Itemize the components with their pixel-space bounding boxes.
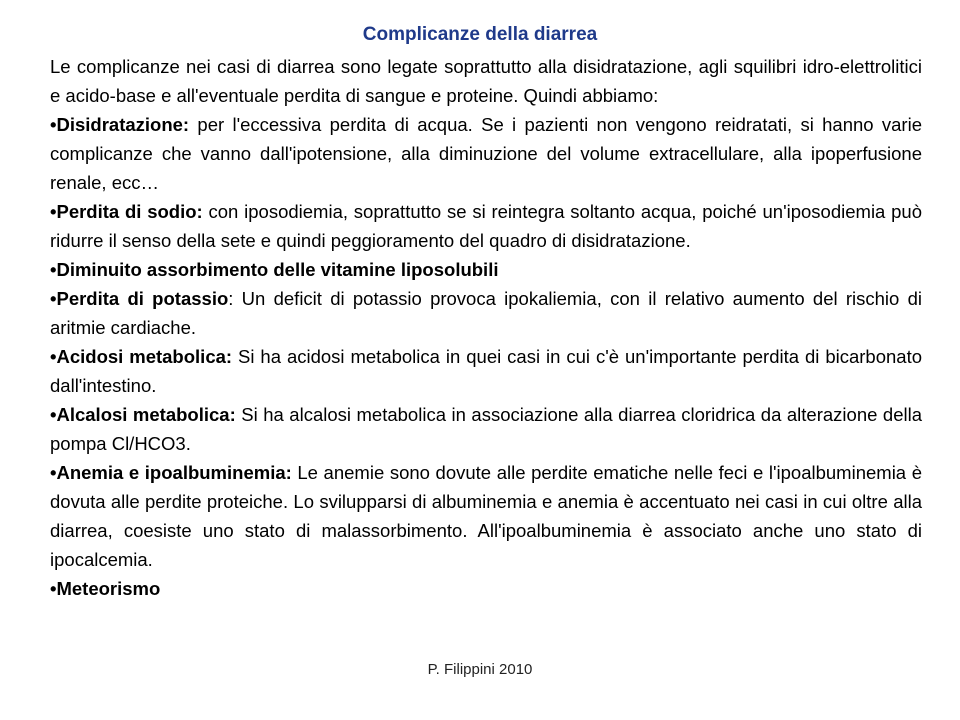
slide-footer: P. Filippini 2010	[427, 661, 533, 678]
list-item-term: •Acidosi metabolica:	[50, 346, 233, 367]
list-item-text: con iposodiemia, soprattutto se si reintegra soltanto acqua, poiché un'iposodiemia può ridurre il senso della sete e quindi peggioramento del quadro di disidratazione.	[50, 201, 922, 251]
list-item-term: •Diminuito assorbimento delle vitamine liposolubili	[50, 259, 499, 280]
list-item-text: : Un deficit di potassio provoca ipokaliemia, con il relativo aumento del rischio di aritmie cardiache.	[50, 288, 923, 338]
list-item-meteorismo	[50, 574, 922, 603]
list-item-disidratazione	[50, 110, 922, 197]
list-item-acidosi	[50, 342, 922, 400]
slide-title: Complicanze della diarrea	[362, 24, 598, 45]
list-item-text: Le anemie sono dovute alle perdite ematiche nelle feci e l'ipoalbuminemia è dovuta alle perdite proteiche. Lo svilupparsi di albuminemia e anemia è accentuato nei casi in cui oltre alla diarrea, coesiste uno stato di malassorbimento. All'ipoalbuminemia è associato anche uno stato di ipocalcemia.	[50, 462, 922, 570]
slide-body	[50, 52, 922, 603]
list-item-perdita-sodio	[50, 197, 922, 255]
list-item-term: •Perdita di sodio:	[50, 201, 203, 222]
list-item-text: per l'eccessiva perdita di acqua. Se i pazienti non vengono reidratati, si hanno varie complicanze che vanno dall'ipotensione, alla diminuzione del volume extracellulare, alla ipoperfusione renale, ecc…	[50, 114, 922, 193]
list-item-alcalosi	[50, 400, 922, 458]
list-item-term: •Perdita di potassio	[50, 288, 229, 309]
list-item-term: •Anemia e ipoalbuminemia:	[50, 462, 292, 483]
list-item-text: Si ha acidosi metabolica in quei casi in cui c'è un'importante perdita di bicarbonato dall'intestino.	[50, 346, 923, 396]
list-item-text: Si ha alcalosi metabolica in associazione alla diarrea cloridrica da alterazione della pompa Cl/HCO3.	[50, 404, 922, 454]
list-item-anemia	[50, 458, 922, 574]
list-item-term: •Meteorismo	[50, 578, 161, 599]
intro-paragraph: Le complicanze nei casi di diarrea sono legate soprattutto alla disidratazione, agli squilibri idro-elettrolitici e acido-base e all'eventuale perdita di sangue e proteine. Quindi abbiamo:	[50, 56, 922, 106]
list-item-vitamine	[50, 255, 922, 284]
list-item-term: •Disidratazione:	[50, 114, 190, 135]
list-item-term: •Alcalosi metabolica:	[50, 404, 236, 425]
list-item-potassio	[50, 284, 922, 342]
